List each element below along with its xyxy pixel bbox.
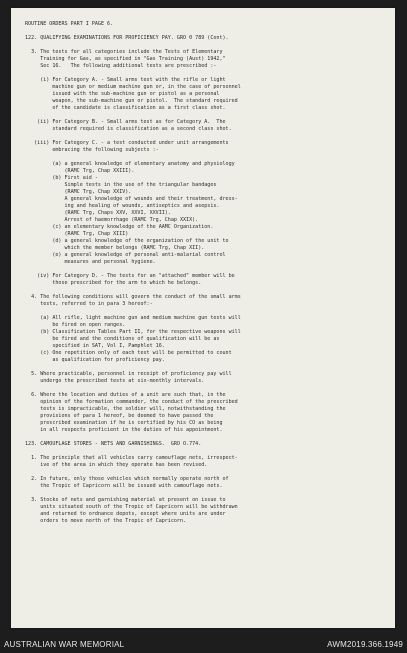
- document-line: (iv) For Category D. - The tests for an "attached" member will be: [25, 273, 235, 279]
- document-line: ing and healing of wounds, antiseptics and asepsis.: [25, 203, 220, 209]
- document-line: as qualification for proficiency pay.: [25, 357, 165, 363]
- document-line: (c) an elementary knowledge of the AAMC Organization.: [25, 224, 214, 230]
- document-line: [25, 28, 389, 35]
- document-line: 5. Where practicable, personnel in receipt of proficiency pay will: [25, 371, 232, 377]
- document-line: [25, 154, 389, 161]
- document-line: [25, 42, 389, 49]
- document-line: Sec 16. The following additional tests are prescribed :-: [25, 63, 217, 69]
- document-line: 3. Stocks of nets and garnishing material at present on issue to: [25, 497, 226, 503]
- document-line: 1. The principle that all vehicles carry camouflage nets, irrespect-: [25, 455, 238, 461]
- document-line: (i) For Category A. - Small arms test with the rifle or light: [25, 77, 226, 83]
- document-line: weapon, the sub-machine gun or pistol. The standard required: [25, 98, 238, 104]
- document-line: be fired on open ranges.: [25, 322, 126, 328]
- document-line: [25, 364, 389, 371]
- archive-credit: AUSTRALIAN WAR MEMORIAL: [4, 640, 125, 649]
- document-line: [25, 266, 389, 273]
- document-line: Simple tests in the use of the triangular bandages: [25, 182, 217, 188]
- document-line: 6. Where the location and duties of a unit are such that, in the: [25, 392, 226, 398]
- document-line: (a) All rifle, light machine gun and medium machine gun tests will: [25, 315, 241, 321]
- document-line: [25, 385, 389, 392]
- document-line: [25, 434, 389, 441]
- document-line: (d) a general knowledge of the organization of the unit to: [25, 238, 229, 244]
- document-line: ive of the area in which they operate has been revised.: [25, 462, 208, 468]
- document-line: of the candidate is classification as a first class shot.: [25, 105, 226, 111]
- document-line: those prescribed for the arm to which he belongs.: [25, 280, 202, 286]
- document-line: 2. In future, only those vehicles which normally operate north of: [25, 476, 229, 482]
- document-line: (RAMC Trg, Chap XXIII).: [25, 168, 135, 174]
- document-page: [11, 8, 395, 628]
- document-line: [25, 112, 389, 119]
- document-line: and returned to ordnance depots, except where units are under: [25, 511, 226, 517]
- archive-reference: AWM2019.366.1949: [327, 640, 403, 649]
- document-line: in all respects proficient in the duties of his appointment.: [25, 427, 223, 433]
- document-line: Arrest of haemorrhage (RAMC Trg, Chap XXIX).: [25, 217, 199, 223]
- document-text: [25, 21, 389, 525]
- document-line: units situated south of the Tropic of Capricorn will be withdrawn: [25, 504, 238, 510]
- document-line: (b) Classification Tables Part II, for the respective weapons will: [25, 329, 241, 335]
- document-line: provisions of para 1 hereof, be deemed to have passed the: [25, 413, 214, 419]
- document-line: [25, 70, 389, 77]
- document-line: 123. CAMOUFLAGE STORES - NETS AND GARNISHINGS. GRO O.774.: [25, 441, 202, 447]
- document-line: the Tropic of Capricorn will be issued with camouflage nets.: [25, 483, 223, 489]
- document-line: standard required is classification as a second class shot.: [25, 126, 232, 132]
- archive-footer: [0, 636, 407, 653]
- document-line: 4. The following conditions will govern the conduct of the small arms: [25, 294, 241, 300]
- document-line: [25, 469, 389, 476]
- document-line: embracing the following subjects :-: [25, 147, 159, 153]
- document-line: specified in SAT, Vol I, Pamphlet 16.: [25, 343, 165, 349]
- document-line: (RAMC Trg, Chaps XXV, XXVI, XXVII).: [25, 210, 171, 216]
- document-line: [25, 287, 389, 294]
- document-line: (RAMC Trg, Chap XIII): [25, 231, 129, 237]
- document-line: prescribed examination if he is certified by his CO as being: [25, 420, 223, 426]
- document-line: (iii) For Category C. - a test conducted under unit arrangements: [25, 140, 229, 146]
- document-line: (a) a general knowledge of elementary anatomy and physiology: [25, 161, 235, 167]
- document-line: [25, 308, 389, 315]
- document-line: (e) a general knowledge of personal anti-malarial control: [25, 252, 226, 258]
- document-line: undergo the prescribed tests at six-monthly intervals.: [25, 378, 205, 384]
- document-line: [25, 448, 389, 455]
- document-line: orders to move north of the Tropic of Capricorn.: [25, 518, 187, 524]
- document-line: A general knowledge of wounds and their treatment, dress-: [25, 196, 238, 202]
- document-line: Training for Gas, as specified in "Gas Training (Aust) 1942,": [25, 56, 226, 62]
- document-line: ROUTINE ORDERS PART I PAGE 6.: [25, 21, 114, 27]
- document-line: issued with the sub-machine gun or pistol as a personal: [25, 91, 220, 97]
- document-line: tests, referred to in para 3 hereof:-: [25, 301, 153, 307]
- document-line: (ii) For Category B. - Small arms test as for Category A. The: [25, 119, 226, 125]
- document-line: [25, 490, 389, 497]
- document-line: which the member belongs (RAMC Trg, Chap XII).: [25, 245, 205, 251]
- document-line: be fired and the conditions of qualification will be as: [25, 336, 220, 342]
- document-line: machine gun or medium machine gun or, in the case of personnel: [25, 84, 241, 90]
- document-line: opinion of the formation commander, the conduct of the prescribed: [25, 399, 238, 405]
- document-line: (b) First aid -: [25, 175, 98, 181]
- document-line: 3. The tests for all categories include the Tests of Elementary: [25, 49, 223, 55]
- document-line: (RAMC Trg, Chap XXIV).: [25, 189, 132, 195]
- document-line: (c) One repetition only of each test will be permitted to count: [25, 350, 232, 356]
- document-line: tests is impracticable, the soldier will, notwithstanding the: [25, 406, 226, 412]
- document-line: measures and personal hygiene.: [25, 259, 156, 265]
- document-line: [25, 133, 389, 140]
- document-line: 122. QUALIFYING EXAMINATIONS FOR PROFICIENCY PAY. GRO 0 789 (Cont).: [25, 35, 229, 41]
